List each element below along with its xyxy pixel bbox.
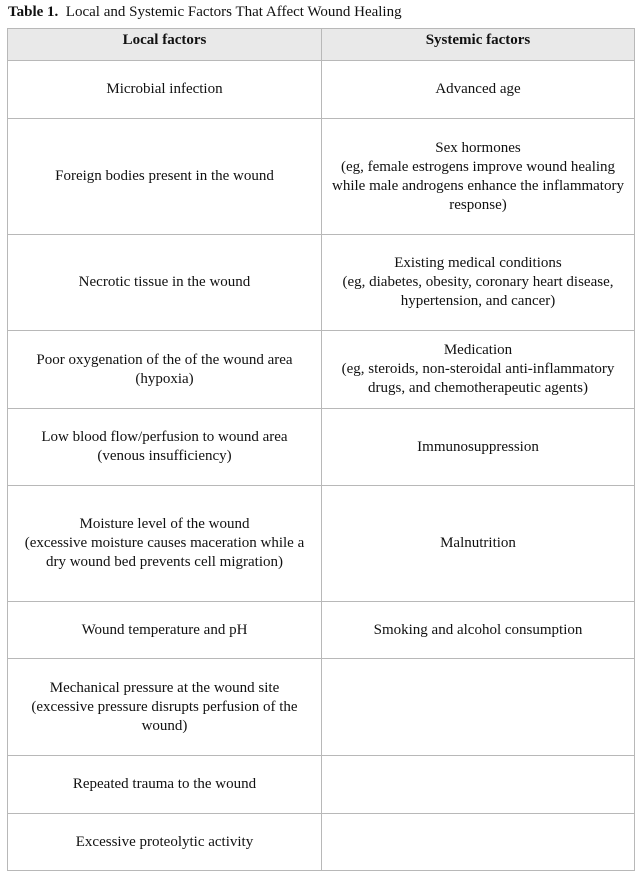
table-title: Local and Systemic Factors That Affect Wound Healing [65,4,402,20]
table-header-row [8,29,635,61]
local-factor-text: Repeated trauma to the wound [72,776,257,792]
systemic-factor-cell [322,235,635,331]
local-factor-text: Low blood flow/perfusion to wound area (venous insufficiency) [41,429,288,464]
local-factor-cell [8,235,322,331]
systemic-factor-cell [322,486,635,602]
local-factor-text: Microbial infection [106,81,223,97]
local-factor-cell [8,602,322,659]
header-systemic-factors: Systemic factors [322,29,635,61]
table-row [8,61,635,119]
systemic-factor-cell [322,61,635,119]
local-factor-cell [8,119,322,235]
systemic-factor-cell [322,119,635,235]
systemic-factor-text: Smoking and alcohol consumption [373,621,583,638]
systemic-factor-text: Advanced age [435,81,521,97]
header-local-factors: Local factors [8,29,322,61]
local-factor-text: Mechanical pressure at the wound site (excessive pressure disrupts perfusion of the wound) [31,679,298,734]
local-factor-cell [8,659,322,756]
table-row [8,409,635,486]
systemic-factor-cell [322,659,635,756]
table-row [8,235,635,331]
local-factor-text: Wound temperature and pH [81,621,248,638]
local-factor-cell [8,814,322,871]
local-factor-cell [8,61,322,119]
systemic-factor-text: Immunosuppression [417,438,539,455]
local-factor-cell [8,331,322,409]
systemic-factor-text: Existing medical conditions (eg, diabetes, obesity, coronary heart disease, hypertension, and cancer) [342,255,614,309]
systemic-factor-text: Medication (eg, steroids, non-steroidal anti-inflammatory drugs, and chemotherapeutic agents) [341,342,615,396]
local-factor-text: Foreign bodies present in the wound [55,168,274,184]
table-caption [8,3,402,21]
table-row [8,602,635,659]
table-row [8,659,635,756]
table-row [8,814,635,871]
systemic-factor-cell [322,409,635,486]
table-row [8,331,635,409]
systemic-factor-text: Sex hormones (eg, female estrogens improve wound healing while male androgens enhance the inflammatory response) [332,139,624,213]
local-factor-text: Poor oxygenation of the of the wound area (hypoxia) [36,351,293,387]
local-factor-text: Excessive proteolytic activity [75,833,254,850]
systemic-factor-cell [322,814,635,871]
systemic-factor-cell [322,331,635,409]
local-factor-cell [8,486,322,602]
local-factor-cell [8,756,322,814]
local-factor-text: Necrotic tissue in the wound [78,274,251,290]
local-factor-text: Moisture level of the wound (excessive moisture causes maceration while a dry wound bed prevents cell migration) [24,516,305,570]
systemic-factor-cell [322,756,635,814]
table-row [8,119,635,235]
systemic-factor-text: Malnutrition [440,535,516,551]
wound-healing-factors-table [7,28,635,871]
systemic-factor-cell [322,602,635,659]
table-row [8,756,635,814]
table-row [8,486,635,602]
table-number: Table 1. [8,4,59,20]
local-factor-cell [8,409,322,486]
